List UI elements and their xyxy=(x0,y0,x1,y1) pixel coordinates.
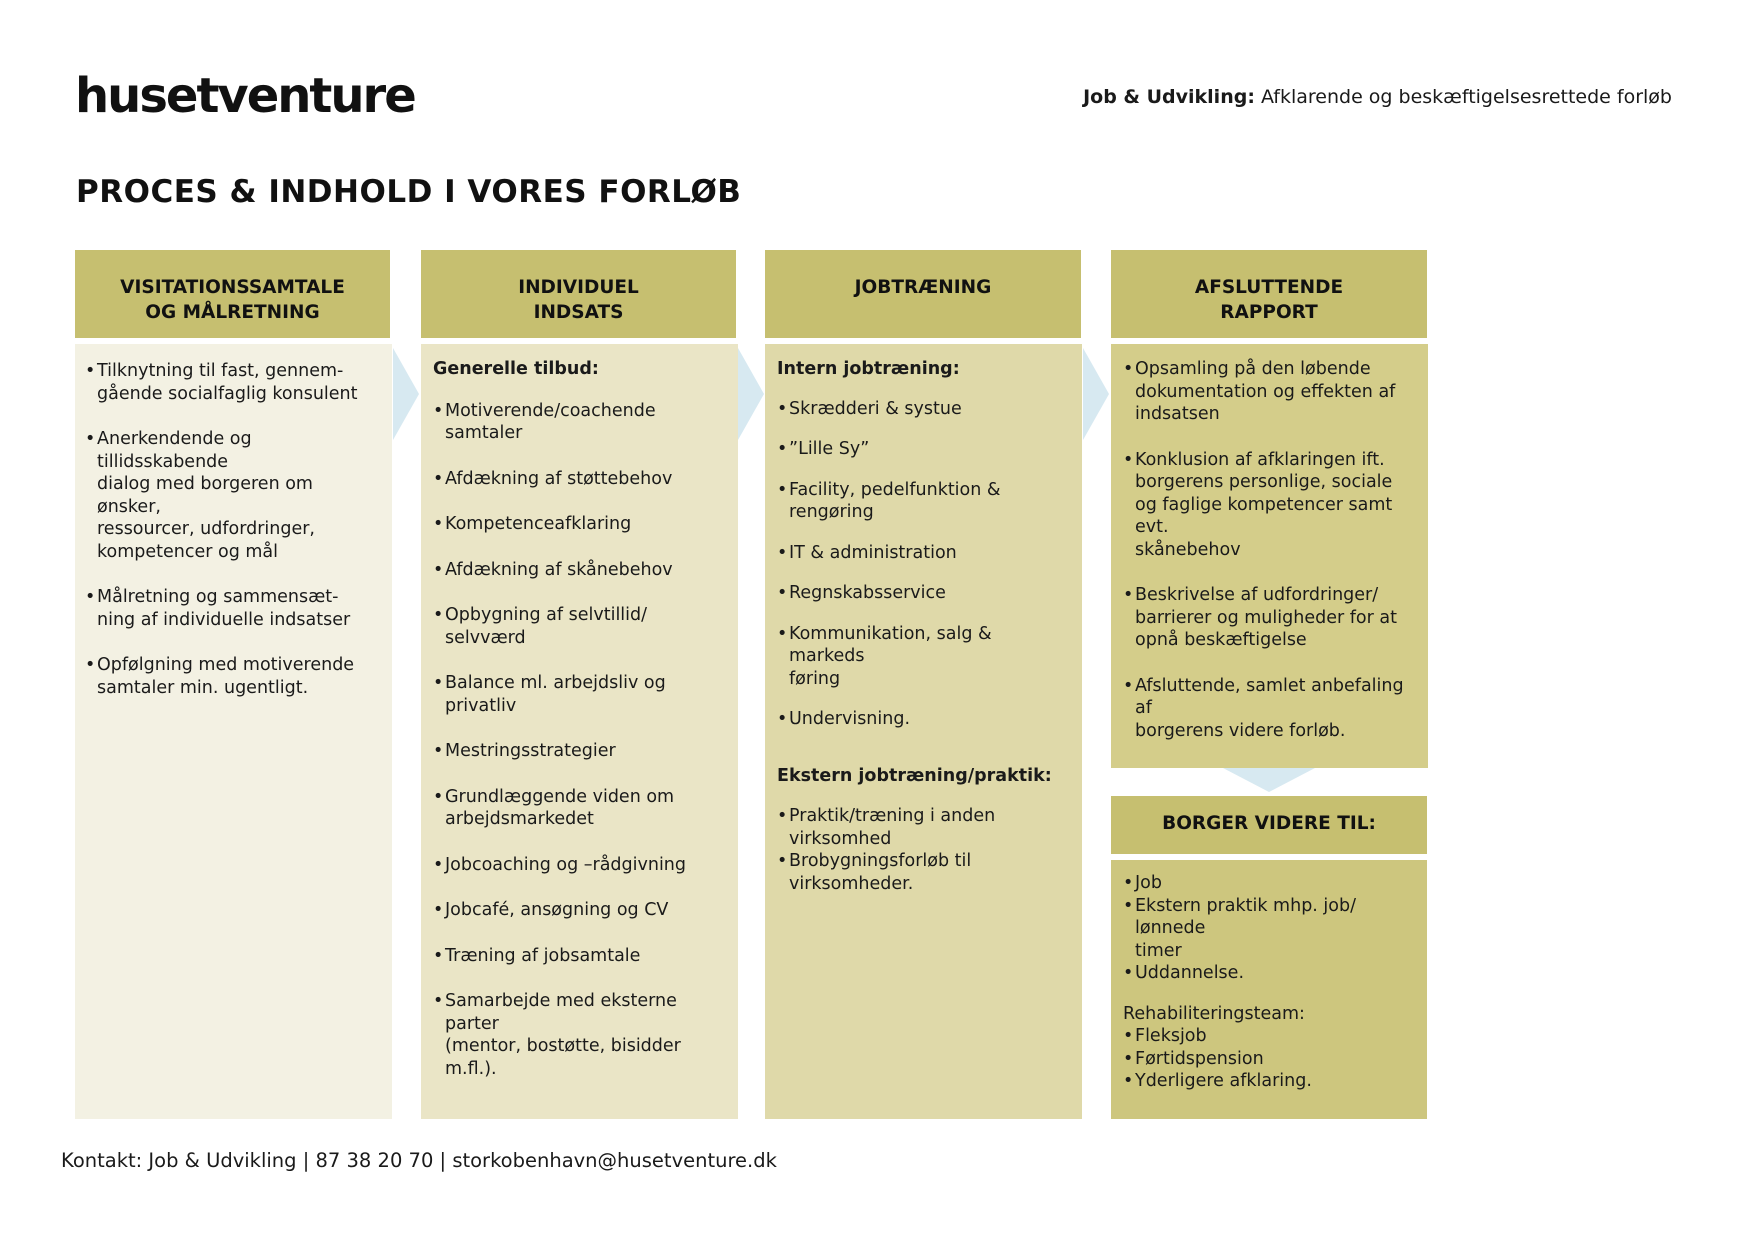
column-head-3 xyxy=(765,250,1081,338)
list-item-line: Regnskabsservice xyxy=(789,583,946,603)
list-item-line: timer xyxy=(1135,940,1182,961)
column-body-2 xyxy=(421,344,738,1119)
next-head-label: BORGER VIDERE TIL: xyxy=(1162,813,1376,834)
list-item-line: Anerkendende og tillidsskabende xyxy=(97,429,252,472)
list-item xyxy=(85,654,380,699)
list-item xyxy=(1123,675,1416,743)
bullet-icon: • xyxy=(1123,449,1134,470)
bullet-icon: • xyxy=(777,623,788,644)
list-item xyxy=(1123,872,1415,895)
list-item-line: Balance ml. arbejdsliv og privatliv xyxy=(445,673,666,716)
list-item xyxy=(1123,895,1415,963)
list-item-text xyxy=(789,582,946,605)
list-item xyxy=(777,542,1070,565)
list-item xyxy=(777,623,1070,691)
column-body-4 xyxy=(1111,344,1428,768)
list-item xyxy=(1123,358,1416,426)
bullet-icon: • xyxy=(433,991,444,1011)
bullet-icon: • xyxy=(1123,895,1134,916)
subhead: Generelle tilbud: xyxy=(433,359,599,379)
list-item xyxy=(85,360,380,405)
list-item-line: Opfølgning med motiverende xyxy=(97,655,355,675)
list-item-line: ning af individuelle indsatser xyxy=(97,609,351,630)
column-body-3 xyxy=(765,344,1082,1119)
bullet-icon: • xyxy=(1123,675,1134,696)
arrow-right-icon xyxy=(738,348,764,440)
head-line: INDIVIDUEL xyxy=(518,277,639,298)
logo: husetventure xyxy=(75,68,415,124)
list-item-text xyxy=(97,586,350,631)
list-item-line: Målretning og sammensæt- xyxy=(97,587,339,607)
column-head-1 xyxy=(75,250,390,338)
list-item-text xyxy=(1135,895,1415,963)
list-item xyxy=(433,559,726,582)
list-item xyxy=(777,708,1070,731)
list-item-text xyxy=(789,708,910,731)
bullet-icon: • xyxy=(777,439,788,459)
bullet-icon: • xyxy=(1123,585,1134,605)
list-item-text xyxy=(1135,449,1416,562)
list-item xyxy=(433,672,726,717)
list-item-line: kompetencer og mål xyxy=(97,541,279,562)
list-item-line: Kommunikation, salg & markeds xyxy=(789,623,992,666)
header-tagline xyxy=(1083,86,1672,108)
list-item xyxy=(777,850,1070,895)
list-item-line: Ekstern praktik mhp. job/ lønnede xyxy=(1135,895,1357,938)
bullet-icon: • xyxy=(433,854,444,875)
list-item-text xyxy=(789,850,971,895)
list-item-text xyxy=(789,438,869,461)
list-item-line: Grundlæggende viden om xyxy=(445,786,675,807)
bullet-icon: • xyxy=(85,429,96,449)
list-item-line: Facility, pedelfunktion & xyxy=(789,479,1001,500)
bullet-icon: • xyxy=(777,479,788,500)
list-item-line: gående socialfaglig konsulent xyxy=(97,383,358,404)
list-item xyxy=(433,400,726,445)
list-item xyxy=(433,468,726,491)
list-item xyxy=(433,854,726,877)
list-item-line: Tilknytning til fast, gennem- xyxy=(97,361,344,381)
list-item-line: IT & administration xyxy=(789,542,957,563)
bullet-icon: • xyxy=(433,741,444,761)
bullet-icon: • xyxy=(433,673,444,693)
list-item xyxy=(433,604,726,649)
list-item-text xyxy=(1135,872,1162,895)
list-item-text xyxy=(445,400,656,445)
list-item-line: borgerens videre forløb. xyxy=(1135,720,1346,741)
bullet-icon: • xyxy=(433,400,444,421)
list-item-line: Opbygning af selvtillid/ xyxy=(445,605,648,625)
bullet-icon: • xyxy=(777,851,788,871)
list-item-line: indsatsen xyxy=(1135,404,1220,424)
column-body-1 xyxy=(75,344,392,1119)
bullet-icon: • xyxy=(777,806,788,826)
list-item-line: Mestringsstrategier xyxy=(445,741,616,761)
list-item-line: (mentor, bostøtte, bisidder m.fl.). xyxy=(445,1036,681,1079)
list-item-text xyxy=(445,740,616,763)
bullet-icon: • xyxy=(85,361,96,381)
list-item-text xyxy=(445,854,686,877)
list-item-text xyxy=(445,990,726,1080)
arrow-right-icon xyxy=(1083,348,1109,440)
list-item-line: føring xyxy=(789,668,841,689)
bullet-icon: • xyxy=(433,559,444,580)
item-list xyxy=(777,398,1070,731)
head-line: RAPPORT xyxy=(1220,302,1318,323)
page-title: PROCES & INDHOLD I VORES FORLØB xyxy=(76,174,742,210)
list-item xyxy=(777,582,1070,605)
list-item-line: og faglige kompetencer samt evt. xyxy=(1135,494,1393,537)
list-item-text xyxy=(1135,1048,1264,1071)
list-item-line: rengøring xyxy=(789,502,874,522)
list-item-line: opnå beskæftigelse xyxy=(1135,630,1307,650)
list-item-line: Brobygningsforløb til xyxy=(789,851,972,871)
list-item xyxy=(433,740,726,763)
list-item-text xyxy=(445,899,668,922)
list-item xyxy=(85,586,380,631)
list-item-text xyxy=(1135,962,1244,985)
list-item xyxy=(85,428,380,563)
list-item-text xyxy=(789,542,957,565)
list-item-text xyxy=(97,428,380,563)
list-item-line: samtaler xyxy=(445,423,523,443)
list-item-line: Kompetenceafklaring xyxy=(445,514,632,534)
head-line: JOBTRÆNING xyxy=(854,277,992,298)
bullet-icon: • xyxy=(777,398,788,419)
subhead: Intern jobtræning: xyxy=(777,359,960,379)
list-item-line: Afsluttende, samlet anbefaling af xyxy=(1135,675,1404,718)
bullet-icon: • xyxy=(1123,1026,1134,1046)
arrow-right-icon xyxy=(393,348,419,440)
list-item-text xyxy=(445,559,673,582)
list-item-line: dokumentation og effekten af xyxy=(1135,381,1396,402)
list-item-text xyxy=(1135,358,1395,426)
list-item xyxy=(433,990,726,1080)
list-item-line: Fleksjob xyxy=(1135,1026,1207,1046)
tagline-bold: Job & Udvikling: xyxy=(1083,86,1255,108)
item-list-2 xyxy=(777,805,1070,895)
next-body xyxy=(1111,860,1427,1119)
next-list xyxy=(1123,872,1415,985)
bullet-icon: • xyxy=(777,542,788,563)
list-item-line: Træning af jobsamtale xyxy=(445,945,641,966)
list-item-text xyxy=(789,805,995,850)
next-head xyxy=(1111,796,1427,854)
bullet-icon: • xyxy=(85,655,96,675)
list-item xyxy=(777,805,1070,850)
bullet-icon: • xyxy=(1123,1071,1134,1091)
list-item-line: Beskrivelse af udfordringer/ xyxy=(1135,585,1379,605)
list-item xyxy=(433,945,726,968)
list-item xyxy=(433,513,726,536)
list-item-line: Afdækning af støttebehov xyxy=(445,468,673,489)
list-item-line: ”Lille Sy” xyxy=(789,439,870,459)
list-item-text xyxy=(1135,584,1397,652)
list-item-line: virksomheder. xyxy=(789,873,914,894)
list-item-text xyxy=(789,623,1070,691)
bullet-icon: • xyxy=(433,900,444,920)
list-item-line: skånebehov xyxy=(1135,539,1241,560)
list-item-line: ressourcer, udfordringer, xyxy=(97,519,315,539)
list-item xyxy=(777,438,1070,461)
list-item-text xyxy=(445,672,726,717)
list-item-line: borgerens personlige, sociale xyxy=(1135,472,1393,492)
list-item-line: Konklusion af afklaringen ift. xyxy=(1135,449,1385,470)
footer-contact: Kontakt: Job & Udvikling | 87 38 20 70 | storkobenhavn@husetventure.dk xyxy=(61,1149,777,1172)
list-item xyxy=(433,899,726,922)
list-item xyxy=(1123,1070,1415,1093)
list-item xyxy=(1123,449,1416,562)
tagline-rest: Afklarende og beskæftigelsesrettede forløb xyxy=(1254,86,1672,108)
head-line: OG MÅLRETNING xyxy=(145,302,320,323)
bullet-icon: • xyxy=(433,945,444,966)
bullet-icon: • xyxy=(433,605,444,625)
list-item-line: barrierer og muligheder for at xyxy=(1135,607,1397,628)
list-item-line: Samarbejde med eksterne parter xyxy=(445,991,677,1034)
list-item-line: Job xyxy=(1135,873,1162,893)
list-item xyxy=(433,786,726,831)
list-item-line: Uddannelse. xyxy=(1135,963,1245,983)
list-item xyxy=(1123,1025,1415,1048)
list-item-line: samtaler min. ugentligt. xyxy=(97,677,309,698)
list-item-line: virksomhed xyxy=(789,828,892,849)
list-item-line: Jobcafé, ansøgning og CV xyxy=(445,900,669,920)
bullet-icon: • xyxy=(1123,359,1134,379)
bullet-icon: • xyxy=(85,587,96,607)
head-line: VISITATIONSSAMTALE xyxy=(120,277,345,298)
list-item-line: arbejdsmarkedet xyxy=(445,809,594,829)
list-item-line: Motiverende/coachende xyxy=(445,400,656,421)
bullet-icon: • xyxy=(433,514,444,534)
list-item-text xyxy=(789,479,1001,524)
list-item-text xyxy=(445,786,674,831)
list-item-text xyxy=(1135,1070,1312,1093)
list-item-line: selvværd xyxy=(445,627,526,648)
list-item-text xyxy=(445,604,647,649)
bullet-icon: • xyxy=(433,468,444,489)
column-head-2 xyxy=(421,250,736,338)
list-item xyxy=(1123,584,1416,652)
list-item-text xyxy=(97,654,354,699)
item-list xyxy=(433,400,726,1081)
bullet-icon: • xyxy=(1123,873,1134,893)
list-item-line: Afdækning af skånebehov xyxy=(445,559,673,580)
bullet-icon: • xyxy=(1123,963,1134,983)
list-item-line: Jobcoaching og –rådgivning xyxy=(445,854,687,875)
list-item-line: Opsamling på den løbende xyxy=(1135,359,1371,379)
list-item-line: Praktik/træning i anden xyxy=(789,806,996,826)
list-item-text xyxy=(445,513,631,536)
list-item-text xyxy=(445,945,640,968)
list-item-line: Undervisning. xyxy=(789,709,911,729)
bullet-icon: • xyxy=(777,709,788,729)
list-item-text xyxy=(1135,1025,1207,1048)
next-subhead: Rehabiliteringsteam: xyxy=(1123,1003,1305,1024)
head-line: INDSATS xyxy=(533,302,624,323)
list-item-line: dialog med borgeren om ønsker, xyxy=(97,474,313,517)
arrow-down-icon xyxy=(1223,768,1315,792)
list-item-text xyxy=(1135,675,1416,743)
bullet-icon: • xyxy=(777,583,788,603)
list-item xyxy=(1123,1048,1415,1071)
list-item xyxy=(777,398,1070,421)
column-head-4 xyxy=(1111,250,1427,338)
next-list-2 xyxy=(1123,1025,1415,1093)
head-line: AFSLUTTENDE xyxy=(1194,277,1344,298)
list-item-line: Skrædderi & systue xyxy=(789,398,962,419)
list-item-text xyxy=(789,398,962,421)
list-item-line: Yderligere afklaring. xyxy=(1135,1071,1312,1091)
list-item xyxy=(777,479,1070,524)
list-item-line: Førtidspension xyxy=(1135,1048,1264,1069)
subhead-2: Ekstern jobtræning/praktik: xyxy=(777,765,1052,786)
list-item-text xyxy=(97,360,358,405)
bullet-icon: • xyxy=(433,786,444,807)
list-item xyxy=(1123,962,1415,985)
list-item-text xyxy=(445,468,672,491)
bullet-icon: • xyxy=(1123,1048,1134,1069)
